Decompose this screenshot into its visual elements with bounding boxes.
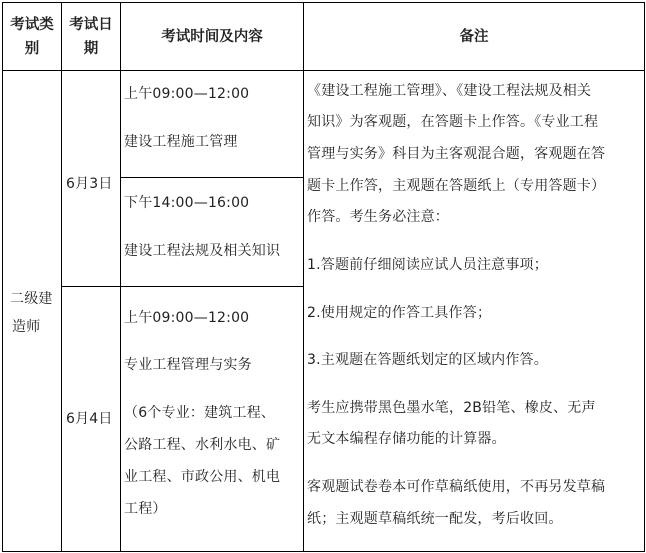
header-exam-time-content: 考试时间及内容 <box>161 28 263 45</box>
header-exam-category <box>3 3 61 70</box>
specialty-note-line3: 业工程、市政公用、机电 <box>124 469 281 485</box>
category-line1: 二级建 <box>10 291 53 307</box>
remarks-para1-line5: 作答。考生务必注意： <box>307 209 449 225</box>
header-exam-date <box>62 3 120 70</box>
remarks-para1-line2: 知识》为客观题，在答题卡上作答。《专业工程 <box>307 114 599 130</box>
header-remarks: 备注 <box>459 28 489 45</box>
specialty-note-line2: 公路工程、水利水电、矿 <box>124 437 281 453</box>
header-exam-category-line1: 考试类 <box>10 16 54 33</box>
remarks-item2: 2.使用规定的作答工具作答； <box>307 305 492 321</box>
session-subject-day2-morning: 专业工程管理与实务 <box>124 357 252 373</box>
specialty-note-line4: 工程） <box>124 501 167 517</box>
session-time-day2-morning: 上午09:00—12:00 <box>124 310 250 326</box>
date-day1: 6月3日 <box>66 176 113 192</box>
remarks-item1: 1.答题前仔细阅读应试人员注意事项； <box>307 257 548 273</box>
table-border-left <box>2 2 3 552</box>
column-divider-1 <box>61 2 62 552</box>
remarks-para1-line4: 题卡上作答，主观题在答题纸上（专用答题卡） <box>307 178 606 194</box>
remarks-item3: 3.主观题在答题纸划定的区域内作答。 <box>307 352 548 368</box>
remarks-para2-line1: 考生应携带黑色墨水笔，2B铅笔、橡皮、无声 <box>307 400 596 416</box>
header-exam-date-line1: 考试日 <box>69 16 113 33</box>
remarks-para3-line1: 客观题试卷卷本可作草稿纸使用，不再另发草稿 <box>307 479 606 495</box>
header-exam-date-line2: 期 <box>83 40 99 57</box>
specialty-note-line1: （6个专业：建筑工程、 <box>124 405 276 421</box>
header-exam-category-line2: 别 <box>24 40 40 57</box>
remarks-para1-line3: 管理与实务》科目为主客观混合题，客观题在答 <box>307 146 606 162</box>
column-divider-2 <box>120 2 121 552</box>
date-day2: 6月4日 <box>66 411 113 427</box>
column-divider-3 <box>303 2 304 552</box>
table-border-right <box>644 2 645 552</box>
remarks-para2-line2: 无文本编程存储功能的计算器。 <box>307 431 506 447</box>
session-subject-day1-morning: 建设工程施工管理 <box>124 134 238 150</box>
remarks-para3-line2: 纸；主观题草稿纸统一配发，考后收回。 <box>307 511 563 527</box>
session-time-day1-morning: 上午09:00—12:00 <box>124 86 250 102</box>
session-subject-day1-afternoon: 建设工程法规及相关知识 <box>124 243 281 259</box>
remarks-para1-line1: 《建设工程施工管理》、《建设工程法规及相关 <box>307 83 592 99</box>
table-border-bottom <box>2 551 644 552</box>
category-line2: 造师 <box>12 319 41 335</box>
day-divider <box>61 286 303 287</box>
session-divider-day1 <box>120 177 303 178</box>
session-time-day1-afternoon: 下午14:00—16:00 <box>124 195 250 211</box>
header-divider <box>2 70 644 71</box>
